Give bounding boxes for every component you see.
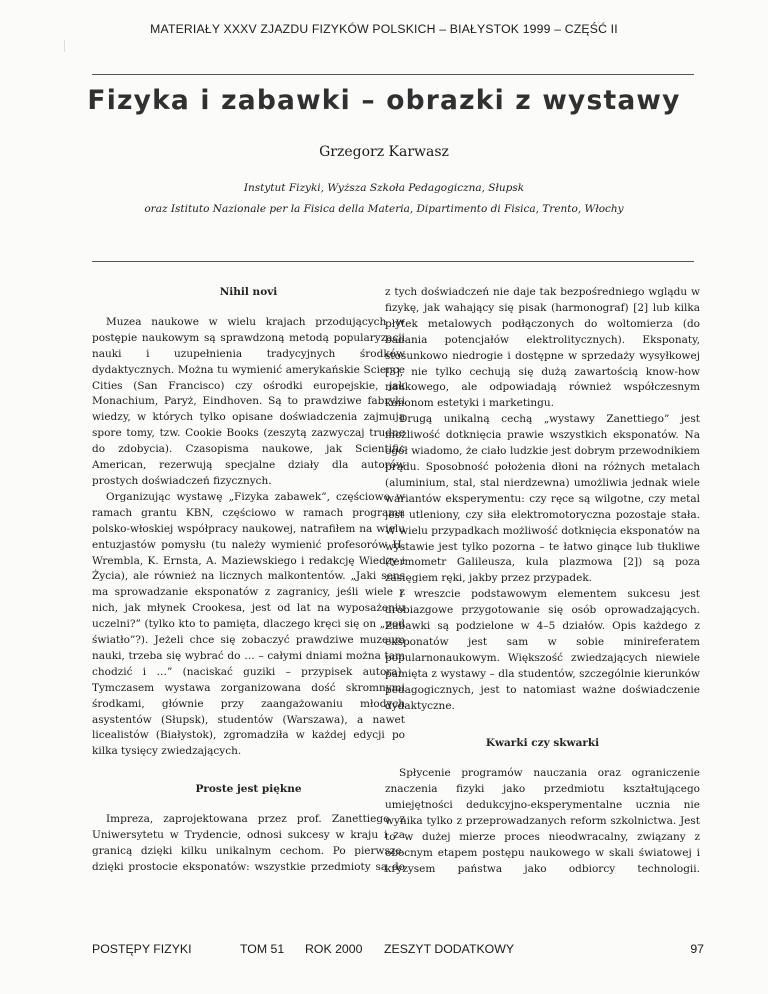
right-column [385, 285, 700, 875]
paragraph: Impreza, zaprojektowana przez prof. Zanettiego z Uniwersytetu w Trydencie, odnosi sukcesy w kraju i za granicą dzięki kilku unikalnym cechom. Po pierwsze, dzięki prostocie eksponatów: wszystkie przedmioty są do [92, 813, 405, 873]
journal-name: POSTĘPY FIZYKI [92, 942, 192, 956]
affiliation-primary: Instytut Fizyki, Wyższa Szkoła Pedagogiczna, Słupsk [243, 182, 525, 194]
section-heading: Kwarki czy skwarki [485, 737, 600, 750]
page-number: 97 [690, 942, 704, 956]
article-title: Fizyka i zabawki – obrazki z wystawy [87, 85, 681, 116]
scan-mark [64, 40, 70, 52]
volume-label: TOM 51 [240, 942, 285, 956]
author-name: Grzegorz Karwasz [319, 144, 449, 160]
paragraph: Organizując wystawę „Fizyka zabawek”, częściowo w ramach grantu KBN, częściowo w ramach programu polsko-włoskiej współpracy naukowej, natrafiłem na wielu entuzjastów pomysłu (tu należy wymienić profesorów H. Wrembla, K. Ernsta, A. Maziewskiego i redakcję Wiedzy i Życia), ale również na licznych malkontentów. „Jaki sens ma sprowadzanie eksponatów z zagranicy, jeśli wiele z nich, jak młynek Crookesa, jest od lat na wyposażeniu uczelni?” (tylko kto to pamięta, dlaczego kręci się on „pod światło”?). Jeżeli chce się zobaczyć prawdziwe muzeum nauki, trzeba się wybrać do … – całymi dniami można tam chodzić i …” (naciskać guziki – przypisek autora). Tymczasem wystawa zorganizowana dość skromnymi środkami, głównie przy zaangażowaniu młodych asystentów (Słupsk), studentów (Warszawa), a nawet licealistów (Białystok), zgromadziła w każdej edycji po kilka tysięcy zwiedzających. [92, 490, 405, 758]
page-footer [92, 942, 704, 960]
paragraph: Drugą unikalną cechą „wystawy Zanettiego” jest możliwość dotknięcia prawie wszystkich eksponatów. Na ogół wiadomo, że ciało ludzkie jest dobrym przewodnikiem prądu. Sposobność położenia dłoni na różnych metalach (aluminium, stal, stal nierdzewna) umożliwia jednak wiele wariantów eksperymentu: czy ręce są wilgotne, czy metal jest utleniony, czy siła elektromotoryczna pozostaje stała. W wielu przypadkach możliwość dotknięcia eksponatów na wystawie jest tylko pozorna – te łatwo ginące lub tłukliwe (termometr Galileusza, kula plazmowa [2]) są poza zasięgiem ręki, jakby przez przypadek. [385, 413, 700, 585]
paragraph: Spłycenie programów nauczania oraz ograniczenie znaczenia fizyki jako przedmiotu kształtującego umiejętności dedukcyjno-eksperymentalne ucznia nie wynika tylko z przeprowadzanych reform szkolnictwa. Jest to w dużej mierze proces nieodwracalny, związany z obecnym etapem postępu naukowego w skali światowej i kryzysem państwa jako odbiorcy technologii. [385, 767, 700, 875]
left-column [92, 285, 405, 875]
header-rule [92, 74, 694, 75]
year-label: ROK 2000 [305, 942, 363, 956]
section-heading: Proste jest piękne [195, 783, 302, 796]
title-rule [92, 261, 694, 262]
paragraph: z tych doświadczeń nie daje tak bezpośredniego wglądu w fizykę, jak wahający się pisak (harmonograf) [2] lub kilka płytek metalowych podłączonych do woltomierza (do badania potencjałów elektrolitycznych). Eksponaty, stosunkowo niedrogie i dostępne w sprzedaży wysyłkowej [3], nie tylko cechują się dużą zawartością know-how naukowego, ale odpowiadają również współczesnym kanonom estetyki i marketingu. [385, 286, 700, 410]
affiliation-secondary: oraz Istituto Nazionale per la Fisica della Materia, Dipartimento di Fisica, Trento, Włochy [144, 203, 624, 215]
paragraph: Muzea naukowe w wielu krajach przodujących w postępie naukowym są sprawdzoną metodą popularyzacji nauki i uzupełnienia tradycyjnych środków dydaktycznych. Można tu wymienić amerykańskie Science Cities (San Francisco) czy ośrodki europejskie, jak Monachium, Paryż, Eindhoven. Są to prawdziwe fabryki wiedzy, w których tylko opisane doświadczenia zajmują spore tomy, tzw. Cookie Books (zeszytą zazwyczaj trudne do zdobycia). Czasopisma naukowe, jak Scientific American, rezerwują specjalne działy dla autorów prostych doświadczeń fizycznych. [92, 315, 405, 487]
paragraph: I wreszcie podstawowym elementem sukcesu jest drobiazgowe przygotowanie się osób oprowadzających. Zabawki są podzielone w 4–5 działów. Opis każdego z eksponatów jest sam w sobie minireferatem popularnonaukowym. Większość zwiedzających niewiele pamięta z wystawy – dla studentów, szczególnie kierunków pedagogicznych, jest to natomiast ważne doświadczenie dydaktyczne. [385, 588, 700, 712]
supplement-label: ZESZYT DODATKOWY [384, 942, 515, 956]
section-heading: Nihil novi [219, 286, 278, 298]
running-header: MATERIAŁY XXXV ZJAZDU FIZYKÓW POLSKICH – BIAŁYSTOK 1999 – CZĘŚĆ II [150, 22, 618, 36]
